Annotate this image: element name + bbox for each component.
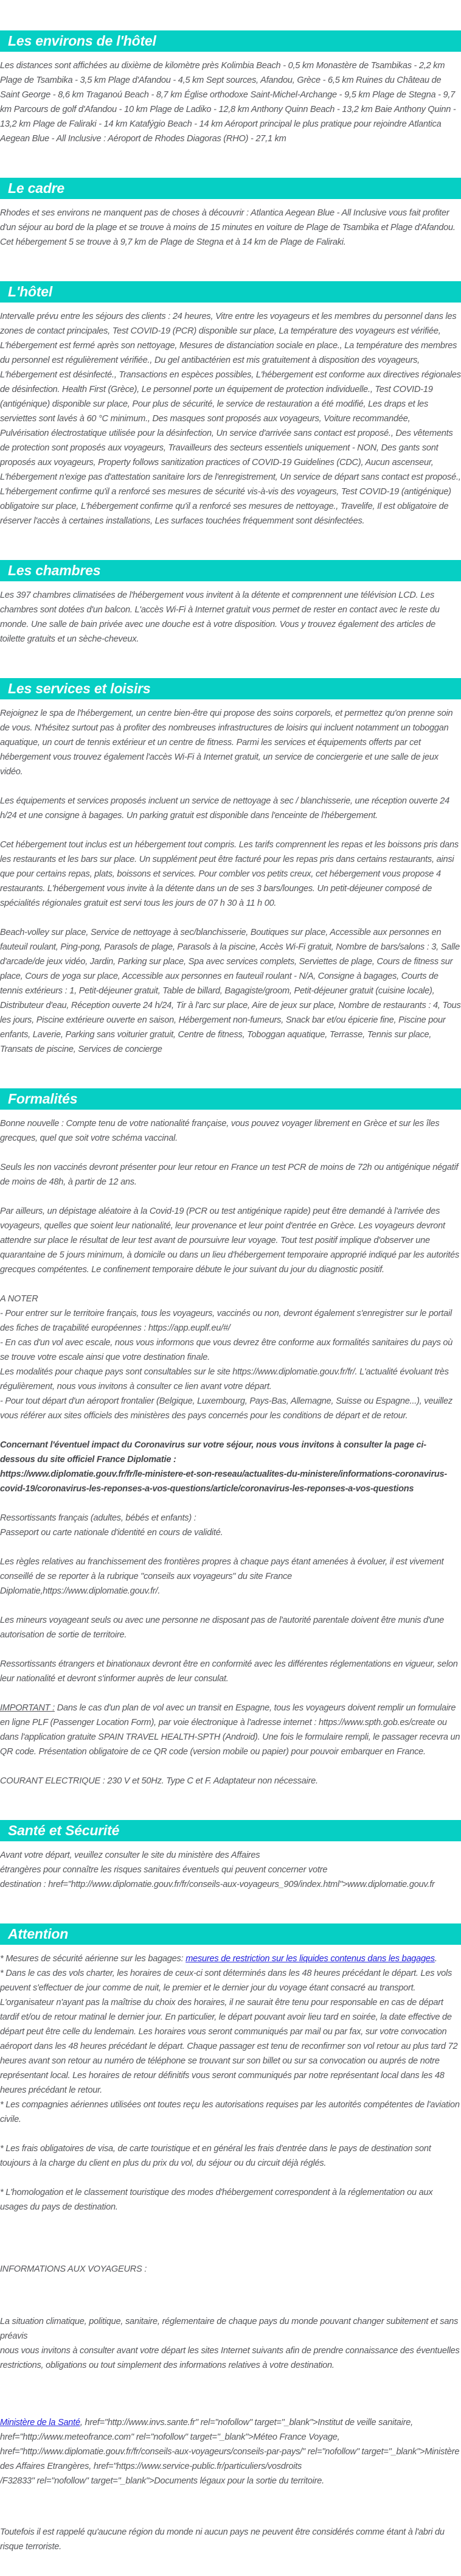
paragraph: * Mesures de sécurité aérienne sur les bagages: mesures de restriction sur les liquides contenus dans les bagages. * Dans le cas des vols charter, les horaires de ceux-ci sont déterminés dans les 48 heures précédant le départ. Les vols peuvent s'effectuer de jour comme de nuit, le premier et le dernier jour du voyage étant consacré au transport. L'organisateur n'ayant pas la maîtrise du choix des horaires, il ne saurait être tenu pour responsable en cas de départ tardif et/ou de retour matinal le dernier jour. En particulier, le départ pouvant avoir lieu tard en soirée, la date effective de départ peut être celle du lendemain. Les horaires vous seront communiqués par mail ou par fax, sur votre convocation aéroport dans les 48 heures précédant le départ. Chaque passager est tenu de reconfirmer son vol retour au plus tard 72 heures avant son retour au numéro de téléphone se trouvant sur son billet ou sur sa convocation ou auprés de notre représentant local. Les horaires de retour définitifs vous seront communiqués par notre représentant local dans les 48 heures précédant le retour. * Les compagnies aériennes utilisées ont toutes reçu les autorisations requises par les autorités compétentes de l'aviation civile.: [0, 1954, 460, 2124]
section-8: [0, 1906, 461, 2569]
paragraph: Rejoignez le spa de l'hébergement, un centre bien-être qui propose des soins corporels, et permettez qu'on prenne soin de vous. N'hésitez surtout pas à profiter des nombreuses infrastructures de loisirs qui incluent notamment un toboggan aquatique, un court de tennis extérieur et un centre de fitness. Parmi les services et équipements offerts par cet hébergement vous trouvez également l'accès Wi-Fi à Internet gratuit, un service de conciergerie et une salle de jeux vidéo.: [0, 709, 453, 777]
section-1: [0, 30, 461, 161]
section-title: Les services et loisirs: [8, 681, 151, 696]
section-header-bar: [0, 30, 461, 52]
section-title: Attention: [8, 1926, 69, 1942]
paragraph: Cet hébergement tout inclus est un hébergement tout compris. Les tarifs comprennent les repas et les boissons pris dans les restaurants et les bars sur place. Un supplément peut être facturé pour les repas pris dans certains restaurants, ainsi que pour certains repas, plats, boissons et services. Pour combler vos petits creux, cet hébergement vous propose 4 restaurants. L'hébergement vous invite à la détente dans un de ses 3 bars/lounges. Un petit-déjeuner composé de spécialités régionales gratuit est servi tous les jours de 07 h 30 à 11 h 00.: [0, 840, 459, 908]
underlined-label: IMPORTANT :: [0, 1703, 55, 1713]
section-title: Le cadre: [8, 180, 65, 196]
section-header-bar: [0, 1923, 461, 1945]
inline-text-link[interactable]: mesures de restriction sur les liquides contenus dans les bagages: [185, 1954, 435, 1964]
paragraph: Ressortissants français (adultes, bébés et enfants) : Passeport ou carte nationale d'identité en cours de validité.: [0, 1513, 223, 1538]
section-title: Formalités: [8, 1091, 78, 1107]
paragraph: * L'homologation et le classement touristique des modes d'hébergement correspondent à la réglementation ou aux usages du pays de destination.: [0, 2188, 433, 2212]
paragraph: Seuls les non vaccinés devront présenter pour leur retour en France un test PCR de moins de 72h ou antigénique négatif de moins de 48h, à partir de 12 ans.: [0, 1163, 459, 1187]
section-header-bar: [0, 178, 461, 199]
section-7: [0, 1803, 461, 1906]
paragraph: * Les frais obligatoires de visa, de carte touristique et en général les frais d'entrée dans le pays de destination sont toujours à la charge du client en plus du prix du vol, du séjour ou du circuit déjà réglés.: [0, 2144, 431, 2168]
paragraph: Par ailleurs, un dépistage aléatoire à la Covid-19 (PCR ou test antigénique rapide) peut être demandé à l'arrivée des voyageurs, quelles que soient leur nationalité, leur provenance et leur point d'entrée en Grèce. Les voyageurs devront attendre sur place le résultat de leur test avant de poursuivre leur voyage. Tout test positif implique d'observer une quarantaine de 5 jours minimum, à domicile ou dans un lieu d'hébergement temporaire approprié indiqué par les autorités grecques compétentes. Le confinement temporaire débute le jour suivant du jour du diagnostic positif.: [0, 1206, 460, 1275]
section-header-bar: [0, 678, 461, 699]
paragraph: Ressortissants étrangers et binationaux devront être en conformité avec les différentes réglementations en vigueur, selon leur nationalité et devront s'informer auprès de leur consulat.: [0, 1659, 458, 1684]
section-6: [0, 1071, 461, 1803]
paragraph: Avant votre départ, veuillez consulter le site du ministère des Affaires étrangères pour connaître les risques sanitaires éventuels qui peuvent concerner votre destination : href="http://www.diplomatie.gouv.fr/fr/conseils-aux-voyageurs_909/index.html">www.diplomatie.gouv.fr: [0, 1850, 435, 1889]
paragraph: Beach-volley sur place, Service de nettoyage à sec/blanchisserie, Boutiques sur place, Accessible aux personnes en fauteuil roulant, Ping-pong, Parasols de plage, Parasols à la piscine, Accès Wi-Fi gratuit, Nombre de bars/salons : 3, Salle d'arcade/de jeux vidéo, Jardin, Parking sur place, Spa avec services complets, Serviettes de plage, Cours de fitness sur place, Cours de yoga sur place, Accessible aux personnes en fauteuil roulant - N/A, Consigne à bagages, Courts de tennis extérieurs : 1, Petit-déjeuner gratuit, Table de billard, Bagagiste/groom, Petit-déjeuner gratuit (cuisine locale), Distributeur d'eau, Réception ouverte 24 h/24, Tir à l'arc sur place, Aire de jeux sur place, Nombre de restaurants : 4, Tous les jours, Piscine extérieure ouverte en saison, Hébergement non-fumeurs, Snack bar et/ou épicerie fine, Piscine pour enfants, Laverie, Parking sans voiturier gratuit, Centre de fitness, Toboggan aquatique, Terrasse, Tennis sur place, Transats de piscine, Services de concierge: [0, 928, 461, 1054]
section-header-bar: [0, 1088, 461, 1110]
section-title: Les environs de l'hôtel: [8, 33, 156, 49]
paragraph: Rhodes et ses environs ne manquent pas de choses à découvrir : Atlantica Aegean Blue - All Inclusive vous fait profiter d'un séjour au bord de la plage et se trouve à moins de 15 minutes en voiture de Plage de Tsambika et Plage d'Afandou. Cet hébergement 5 se trouve à 9,7 km de Plage de Stegna et à 14 km de Plage de Faliraki.: [0, 208, 456, 247]
section-header-bar: [0, 560, 461, 581]
paragraph: Ministère de la Santé, href="http://www.invs.sante.fr" rel="nofollow" target="_blank">Institut de veille sanitaire, href="http://www.meteofrance.com" rel="nofollow" target="_blank">Méteo France Voyage, href="http://www.diplomatie.gouv.fr/fr/conseils-aux-voyageurs/conseils-par-pays/" rel="nofollow" target="_blank">Ministère des Affaires Etrangères, href="https://www.service-public.fr/particuliers/vosdroits /F32833" rel="nofollow" target="_blank">Documents légaux pour la sortie du territoire.: [0, 2418, 460, 2486]
section-2: [0, 161, 461, 264]
section-5: [0, 661, 461, 1071]
paragraph: COURANT ELECTRIQUE : 230 V et 50Hz. Type C et F. Adaptateur non nécessaire.: [0, 1776, 318, 1786]
paragraph: Les distances sont affichées au dixième de kilomètre près Kolimbia Beach - 0,5 km Monastère de Tsambikas - 2,2 km Plage de Tsambika - 3,5 km Plage d'Afandou - 4,5 km Sept sources, Afandou, Grèce - 6,5 km Ruines du Château de Saint George - 8,6 km Traganoú Beach - 8,7 km Église orthodoxe Saint-Michel-Archange - 9,5 km Plage de Stegna - 9,7 km Parcours de golf d'Afandou - 10 km Plage de Ladiko - 12,8 km Anthony Quinn Beach - 13,2 km Baie Anthony Quinn - 13,2 km Plage de Faliraki - 14 km Katafýgio Beach - 14 km Aéroport principal le plus pratique pour rejoindre Atlantica Aegean Blue - All Inclusive : Aéroport de Rhodes Diagoras (RHO) - 27,1 km: [0, 61, 456, 144]
section-title: Les chambres: [8, 562, 101, 578]
paragraph: Les mineurs voyageant seuls ou avec une personne ne disposant pas de l'autorité parentale doivent être munis d'une autorisation de sortie de territoire.: [0, 1615, 444, 1640]
section-title: L'hôtel: [8, 284, 53, 299]
paragraph: Concernant l'éventuel impact du Coronavirus sur votre séjour, nous vous invitons à consulter la page ci-dessous du site officiel France Diplomatie : https://www.diplomatie.gouv.fr/fr/le-ministere-et-son-reseau/actualites-du-ministere/informations-coronavirus-covid-19/coronavirus-les-reponses-a-vos-questions/article/coronavirus-les-reponses-a-vos-questions: [0, 1440, 448, 1494]
section-header-bar: [0, 1820, 461, 1841]
section-4: [0, 543, 461, 661]
section-3: [0, 264, 461, 543]
paragraph: Les règles relatives au franchissement des frontières propres à chaque pays étant amenées à évoluer, il est vivement conseillé de se reporter à la rubrique "conseils aux voyageurs" du site France Diplomatie,https://www.diplomatie.gouv.fr/.: [0, 1557, 444, 1596]
paragraph: Toutefois il est rappelé qu'aucune région du monde ni aucun pays ne peuvent être considérés comme étant à l'abri du risque terroriste.: [0, 2527, 445, 2552]
section-title: Santé et Sécurité: [8, 1822, 120, 1838]
paragraph: Bonne nouvelle : Compte tenu de votre nationalité française, vous pouvez voyager librement en Grèce et sur les îles grecques, quel que soit votre schéma vaccinal.: [0, 1119, 440, 1143]
inline-text-link[interactable]: Ministère de la Santé: [0, 2418, 80, 2427]
paragraph: La situation climatique, politique, sanitaire, réglementaire de chaque pays du monde pouvant changer subitement et sans préavis nous vous invitons à consulter avant votre départ les sites Internet suivants afin de prendre connaissance des éventuelles restrictions, obligations ou tout simplement des informations relatives à votre destination.: [0, 2317, 460, 2370]
paragraph: A NOTER - Pour entrer sur le territoire français, tous les voyageurs, vaccinés ou non, devront également s'enregistrer sur le portail des fiches de traçabilité européennes : https://app.euplf.eu/#/ - En cas d'un vol avec escale, nous vous informons que vous devrez être conforme aux formalités sanitaires du pays où se trouve votre escale ainsi que votre destination finale. Les modalités pour chaque pays sont consultables sur le site https://www.diplomatie.gouv.fr/fr/. L'actualité évoluant très régulièrement, nous vous invitons à consulter ce lien avant votre départ. - Pour tout départ d'un aéroport frontalier (Belgique, Luxembourg, Pays-Bas, Allemagne, Suisse ou Espagne...), veuillez vous référer aux sites officiels des ministères des pays concernés pour les conditions de départ et de retour.: [0, 1294, 453, 1421]
paragraph: Intervalle prévu entre les séjours des clients : 24 heures, Vitre entre les voyageurs et les membres du personnel dans les zones de contact principales, Test COVID-19 (PCR) disponible sur place, La température des voyageurs est vérifiée, L'hébergement est fermé après son nettoyage, Mesures de distanciation sociale en place., La température des membres du personnel est régulièrement vérifiée., Du gel antibactérien est mis gratuitement à disposition des voyageurs, L'hébergement est désinfecté., Transactions en espèces possibles, L'hébergement est conforme aux directives régionales de désinfection. Health First (Grèce), Le personnel porte un équipement de protection individuelle., Test COVID-19 (antigénique) disponible sur place, Pour plus de sécurité, le service de restauration a été modifié, Les draps et les serviettes sont lavés à 60 °C minimum., Des masques sont proposés aux voyageurs, Voiture recommandée, Pulvérisation électrostatique utilisée pour la désinfection, Un service d'arrivée sans contact est proposé., Des vêtements de protection sont proposés aux voyageurs, Travailleurs des secteurs essentiels uniquement - NON, Des gants sont proposés aux voyageurs, Property follows sanitization practices of COVID-19 Guidelines (CDC), Aucun ascenseur, L'hébergement n'exige pas d'attestation sanitaire lors de l'enregistrement, Un service de départ sans contact est proposé., L'hébergement confirme qu'il a renforcé ses mesures de sécurité vis-à-vis des voyageurs, Test COVID-19 (antigénique) obligatoire sur place, L'hébergement confirme qu'il a renforcé ses mesures de nettoyage., Travelife, Il est obligatoire de réserver l'accès à certaines installations, Les surfaces touchées fréquemment sont désinfectées.: [0, 312, 461, 526]
paragraph: INFORMATIONS AUX VOYAGEURS :: [0, 2264, 147, 2274]
section-header-bar: [0, 281, 461, 303]
paragraph: IMPORTANT : Dans le cas d'un plan de vol avec un transit en Espagne, tous les voyageurs doivent remplir un formulaire en ligne PLF (Passenger Location Form), par voie électronique à l'adresse internet : https://www.spth.gob.es/create ou dans l'application gratuite SPAIN TRAVEL HEALTH-SPTH (Android). Une fois le formulaire rempli, le passager recevra un QR code. Présentation obligatoire de ce QR code (version mobile ou papier) pour pouvoir embarquer en France.: [0, 1703, 460, 1757]
paragraph: Les 397 chambres climatisées de l'hébergement vous invitent à la détente et comprennent une télévision LCD. Les chambres sont dotées d'un balcon. L'accès Wi-Fi à Internet gratuit vous permet de rester en contact avec le reste du monde. Une salle de bain privée avec une douche est à votre disposition. Vous y trouvez également des articles de toilette gratuits et un sèche-cheveux.: [0, 590, 440, 644]
paragraph: Les équipements et services proposés incluent un service de nettoyage à sec / blanchisserie, une réception ouverte 24 h/24 et une consigne à bagages. Un parking gratuit est disponible dans l'enceinte de l'hébergement.: [0, 796, 450, 821]
